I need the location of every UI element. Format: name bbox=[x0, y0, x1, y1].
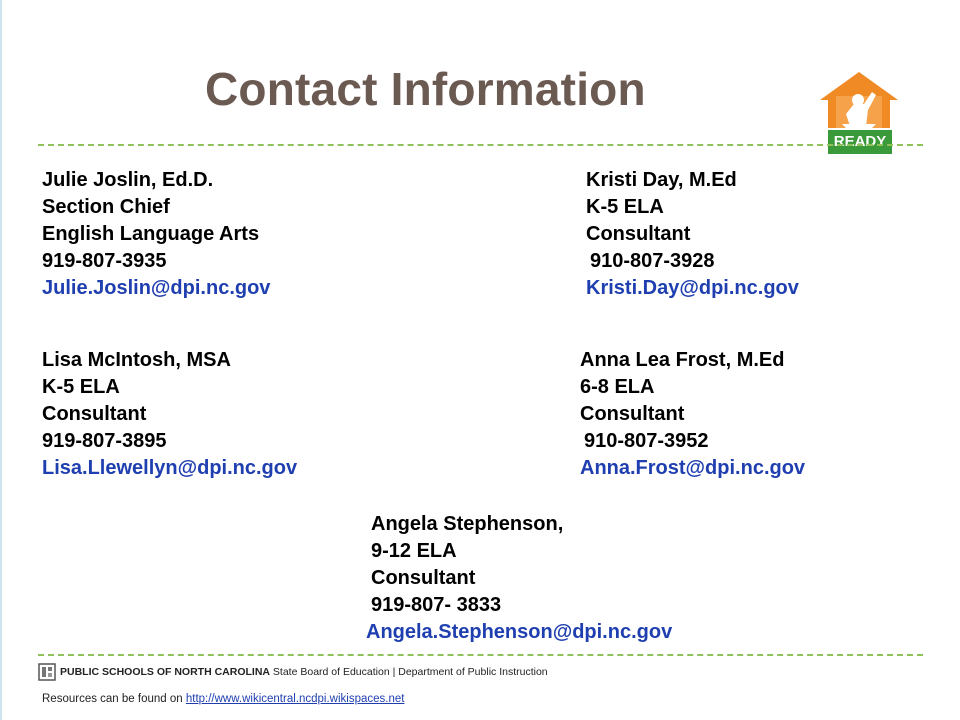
top-divider bbox=[38, 144, 923, 146]
contact-role: K-5 ELA bbox=[586, 196, 664, 218]
contact-email-link[interactable]: Angela.Stephenson@dpi.nc.gov bbox=[366, 621, 673, 643]
footer-departments: State Board of Education | Department of Public Instruction bbox=[272, 666, 548, 678]
page-title: Contact Information bbox=[205, 63, 646, 115]
contact-card-julie bbox=[42, 167, 270, 302]
slide-left-edge bbox=[0, 0, 2, 720]
contact-dept: English Language Arts bbox=[42, 223, 260, 245]
contact-dept: Consultant bbox=[586, 223, 691, 245]
contact-role: 6-8 ELA bbox=[580, 376, 655, 398]
contact-dept: Consultant bbox=[371, 567, 476, 589]
contact-dept: Consultant bbox=[42, 403, 147, 425]
contact-role: K-5 ELA bbox=[42, 376, 120, 398]
footer-org: PUBLIC SCHOOLS OF NORTH CAROLINA bbox=[60, 666, 270, 678]
contact-email-link[interactable]: Kristi.Day@dpi.nc.gov bbox=[586, 277, 799, 299]
footer-branding bbox=[38, 663, 548, 681]
contact-card-lisa bbox=[42, 347, 297, 482]
contact-phone: 910-807-3928 bbox=[590, 250, 715, 272]
ready-logo-label: READY bbox=[833, 133, 887, 150]
bottom-divider bbox=[38, 654, 923, 656]
resources-prefix: Resources can be found on bbox=[42, 693, 186, 705]
contact-phone: 919-807-3895 bbox=[42, 430, 167, 452]
ncdpi-seal-icon bbox=[38, 663, 56, 681]
contact-name: Kristi Day, M.Ed bbox=[586, 169, 737, 191]
contact-phone: 919-807-3935 bbox=[42, 250, 167, 272]
contact-card-anna bbox=[580, 347, 805, 482]
contact-email-link[interactable]: Lisa.Llewellyn@dpi.nc.gov bbox=[42, 457, 298, 479]
contact-card-angela bbox=[366, 511, 673, 646]
contact-card-kristi bbox=[586, 167, 799, 302]
contact-role: Section Chief bbox=[42, 196, 170, 218]
resources-note bbox=[42, 693, 404, 705]
contact-name: Anna Lea Frost, M.Ed bbox=[580, 349, 785, 371]
contact-name: Lisa McIntosh, MSA bbox=[42, 349, 231, 371]
contact-phone: 910-807-3952 bbox=[584, 430, 709, 452]
contact-dept: Consultant bbox=[580, 403, 685, 425]
contact-name: Julie Joslin, Ed.D. bbox=[42, 169, 214, 191]
contact-name: Angela Stephenson, bbox=[371, 513, 564, 535]
contact-email-link[interactable]: Anna.Frost@dpi.nc.gov bbox=[580, 457, 806, 479]
contact-role: 9-12 ELA bbox=[371, 540, 457, 562]
contact-phone: 919-807- 3833 bbox=[371, 594, 502, 616]
resources-link[interactable]: http://www.wikicentral.ncdpi.wikispaces.net bbox=[185, 693, 405, 705]
contact-email-link[interactable]: Julie.Joslin@dpi.nc.gov bbox=[42, 277, 271, 299]
